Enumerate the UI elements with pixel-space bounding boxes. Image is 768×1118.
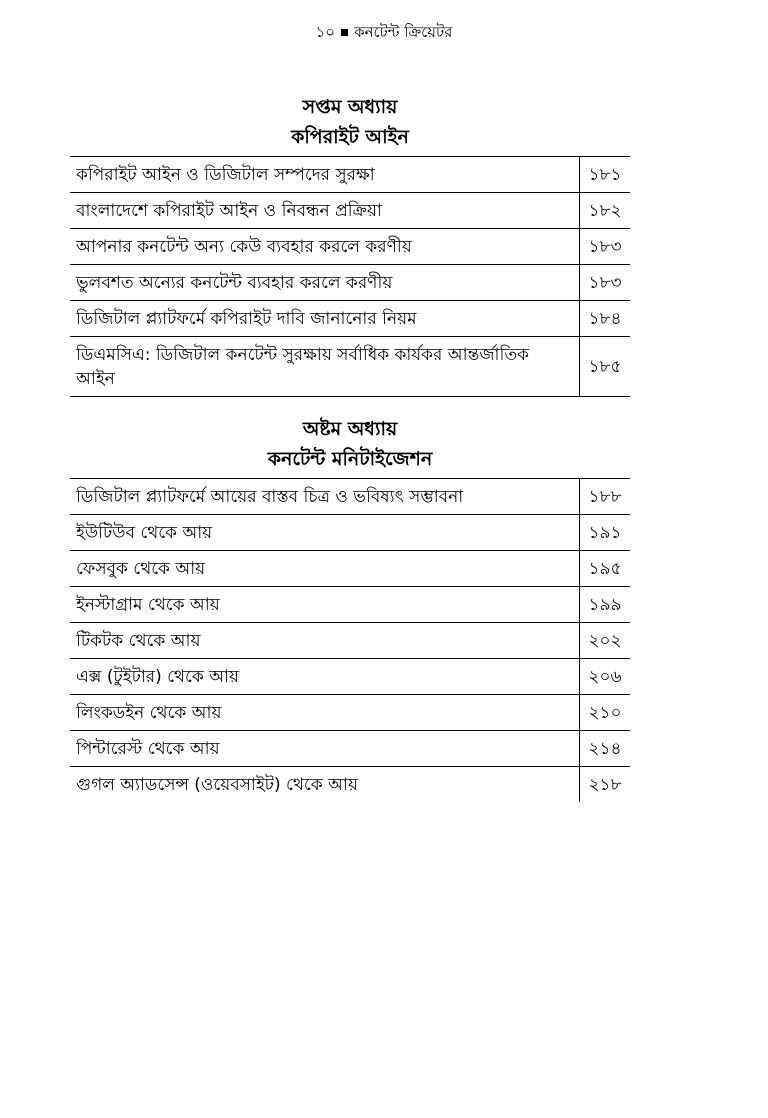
toc-row — [70, 157, 630, 193]
running-header — [0, 22, 768, 42]
toc-row — [70, 301, 630, 337]
toc-entry-title: পিন্টারেস্ট থেকে আয় — [70, 731, 580, 767]
toc-entry-title: লিংকডইন থেকে আয় — [70, 695, 580, 731]
toc-entry-title: ডিজিটাল প্ল্যাটফর্মে কপিরাইট দাবি জানানোর নিয়ম — [70, 301, 580, 337]
toc-entry-page: ১৮৩ — [580, 265, 631, 301]
chapter-section-8 — [70, 414, 630, 802]
toc-row — [70, 659, 630, 695]
toc-entry-title: এক্স (টুইটার) থেকে আয় — [70, 659, 580, 695]
chapter-label: সপ্তম অধ্যায় — [302, 96, 398, 118]
toc-entry-page: ১৮১ — [580, 157, 631, 193]
toc-row — [70, 193, 630, 229]
toc-entry-page: ২১৪ — [580, 731, 631, 767]
toc-entry-page: ১৯১ — [580, 515, 631, 551]
toc-entry-title: টিকটক থেকে আয় — [70, 623, 580, 659]
toc-entry-page: ১৮৫ — [580, 337, 631, 397]
toc-row — [70, 265, 630, 301]
toc-row — [70, 337, 630, 397]
toc-entry-page: ২০৬ — [580, 659, 631, 695]
toc-entry-page: ১৯৯ — [580, 587, 631, 623]
toc-table — [70, 156, 630, 397]
toc-row — [70, 695, 630, 731]
toc-entry-page: ১৮৮ — [580, 479, 631, 515]
chapter-title: কপিরাইট আইন — [291, 126, 409, 148]
toc-row — [70, 551, 630, 587]
toc-entry-page: ২০২ — [580, 623, 631, 659]
toc-entry-title: ইউটিউব থেকে আয় — [70, 515, 580, 551]
toc-entry-title: গুগল অ্যাডসেন্স (ওয়েবসাইট) থেকে আয় — [70, 767, 580, 803]
toc-entry-title: ডিএমসিএ: ডিজিটাল কনটেন্ট সুরক্ষায় সর্বাধিক কার্যকর আন্তর্জাতিক আইন — [70, 337, 580, 397]
toc-entry-page: ২১৮ — [580, 767, 631, 803]
page-number: ১০ — [315, 23, 336, 41]
toc-entry-title: আপনার কনটেন্ট অন্য কেউ ব্যবহার করলে করণীয় — [70, 229, 580, 265]
toc-entry-title: কপিরাইট আইন ও ডিজিটাল সম্পদের সুরক্ষা — [70, 157, 580, 193]
chapter-label: অষ্টম অধ্যায় — [302, 418, 398, 440]
square-bullet-icon — [341, 29, 348, 36]
toc-row — [70, 515, 630, 551]
toc-entry-title: ডিজিটাল প্ল্যাটফর্মে আয়ের বাস্তব চিত্র ও ভবিষ্যৎ সম্ভাবনা — [70, 479, 580, 515]
toc-entry-page: ২১০ — [580, 695, 631, 731]
chapter-section-7 — [70, 92, 630, 397]
toc-entry-page: ১৯৫ — [580, 551, 631, 587]
book-title: কনটেন্ট ক্রিয়েটর — [354, 23, 453, 41]
toc-row — [70, 623, 630, 659]
toc-table — [70, 478, 630, 802]
toc-entry-title: ইনস্টাগ্রাম থেকে আয় — [70, 587, 580, 623]
toc-entry-page: ১৮৪ — [580, 301, 631, 337]
chapter-title: কনটেন্ট মনিটাইজেশন — [267, 448, 433, 470]
toc-entry-title: বাংলাদেশে কপিরাইট আইন ও নিবন্ধন প্রক্রিয়া — [70, 193, 580, 229]
toc-row — [70, 479, 630, 515]
toc-row — [70, 229, 630, 265]
toc-entry-title: ভুলবশত অন্যের কনটেন্ট ব্যবহার করলে করণীয় — [70, 265, 580, 301]
toc-row — [70, 767, 630, 803]
toc-row — [70, 587, 630, 623]
toc-row — [70, 731, 630, 767]
toc-entry-title: ফেসবুক থেকে আয় — [70, 551, 580, 587]
toc-entry-page: ১৮২ — [580, 193, 631, 229]
toc-entry-page: ১৮৩ — [580, 229, 631, 265]
